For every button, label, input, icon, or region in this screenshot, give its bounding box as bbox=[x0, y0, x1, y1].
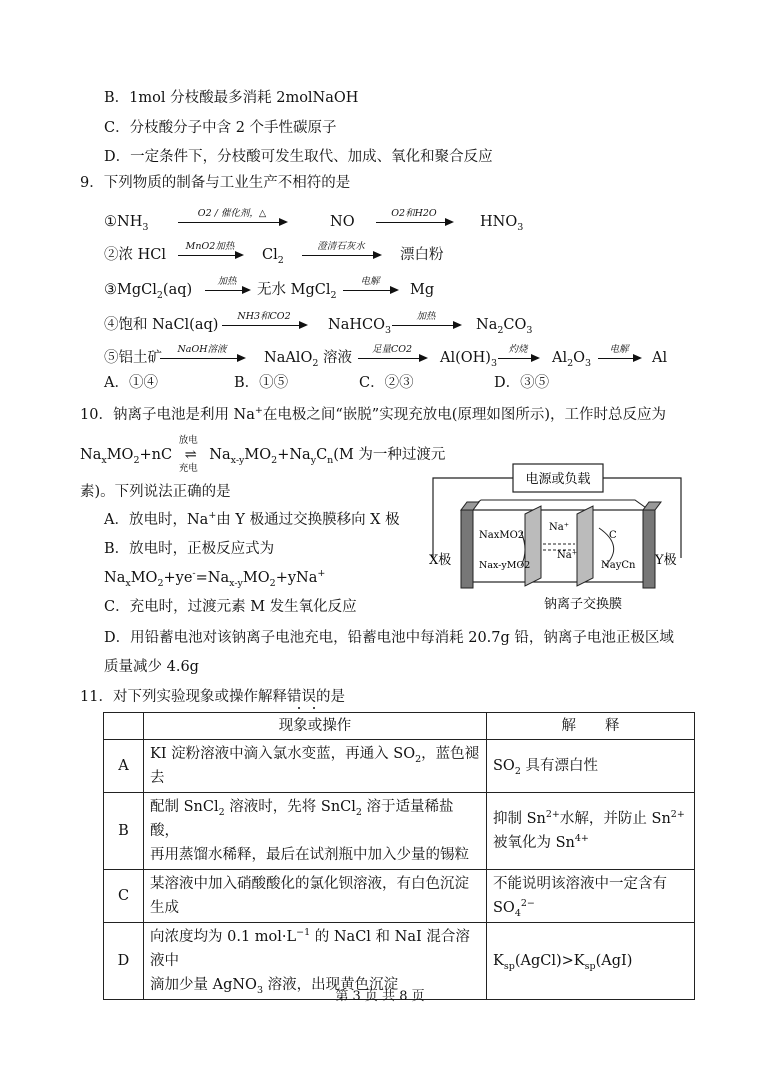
q9-route-5-cond-3: 灼烧 bbox=[508, 344, 528, 355]
header-operation: 现象或操作 bbox=[144, 713, 487, 740]
q10-stem: 10．钠离子电池是利用 Na+在电极之间“嵌脱”实现充放电(原理如图所示)，工作时总反应为 bbox=[80, 405, 667, 423]
q11-table bbox=[103, 712, 695, 1000]
q9-option-b: B．①⑤ bbox=[234, 375, 289, 391]
row-operation: KI 淀粉溶液中滴入氯水变蓝，再通入 $SO_2$，蓝色褪 去 bbox=[144, 740, 487, 793]
q9-route-5-mid: NaAlO$_2$ 溶液 bbox=[264, 350, 352, 369]
membrane-left bbox=[525, 506, 541, 586]
row-label: A bbox=[104, 740, 144, 793]
q9-arrow bbox=[392, 325, 460, 326]
q9-stem: 9．下列物质的制备与工业生产不相符的是 bbox=[80, 175, 351, 191]
q9-arrow bbox=[358, 358, 426, 359]
emphasis-dot bbox=[313, 707, 315, 709]
q9-option-a: A．①④ bbox=[104, 375, 158, 391]
q9-route-4-start: ④饱和 NaCl(aq) bbox=[104, 317, 219, 333]
q10-option-d-cont: 质量减少 4.6g bbox=[104, 659, 199, 675]
table-row bbox=[104, 870, 695, 923]
q9-route-1-end: $HNO_3$ bbox=[480, 214, 524, 233]
q9-route-5-al2o3: $Al_2O_3$ bbox=[552, 350, 592, 369]
row-operation: 向浓度均为 0.1 $mol\cdot L^{-1}$ 的 NaCl 和 NaI 混合溶液中 滴加少量 AgNO$_3$ 溶液，出现黄色沉淀 bbox=[144, 923, 487, 1000]
q9-route-5-start: ⑤铝土矿 bbox=[104, 350, 162, 366]
q9-arrow bbox=[598, 358, 640, 359]
q9-route-5-cond-4: 电解 bbox=[609, 344, 629, 355]
q10-option-b: B．放电时，正极反应式为 bbox=[104, 541, 275, 557]
q9-arrow bbox=[302, 255, 380, 256]
na-bottom: Na⁺ bbox=[557, 550, 577, 561]
x-electrode-label: X极 bbox=[429, 553, 452, 568]
q10-option-c: C．充电时，过渡元素 M 发生氧化反应 bbox=[104, 599, 357, 615]
row-operation: 某溶液中加入硝酸酸化的氯化钡溶液，有白色沉淀 生成 bbox=[144, 870, 487, 923]
left-top-species: NaxMO2 bbox=[479, 530, 525, 541]
page-footer: 第 3 页 共 8 页 bbox=[335, 989, 425, 1004]
q9-route-4-cond-1: NH3和CO2 bbox=[237, 311, 291, 322]
q9-arrow bbox=[178, 222, 286, 223]
table-row bbox=[104, 740, 695, 793]
q9-route-2-start: ②浓 HCl bbox=[104, 247, 166, 263]
header-explanation: 解 释 bbox=[487, 713, 695, 740]
row-explanation: $SO_2$ 具有漂白性 bbox=[487, 740, 695, 793]
table-row bbox=[104, 793, 695, 870]
na-top: Na⁺ bbox=[549, 522, 569, 533]
q9-route-1-cond-2: O2和H2O bbox=[391, 208, 437, 219]
q9-arrow bbox=[178, 255, 242, 256]
table-header-row bbox=[104, 713, 695, 740]
q9-route-1-mid: NO bbox=[330, 214, 355, 230]
q10-option-a: A．放电时，Na+由 Y 极通过交换膜移向 X 极 bbox=[104, 510, 400, 528]
q9-route-1-cond-1: O2 / 催化剂，△ bbox=[197, 208, 267, 219]
q9-route-3-cond-2: 电解 bbox=[360, 276, 380, 287]
q9-route-5-cond-2: 足量CO2 bbox=[371, 344, 413, 355]
q8-option-c: C．分枝酸分子中含 2 个手性碳原子 bbox=[104, 120, 337, 136]
battery-diagram bbox=[425, 458, 695, 616]
q8-option-d: D．一定条件下，分枝酸可发生取代、加成、氧化和聚合反应 bbox=[104, 149, 493, 165]
q8-option-b: B．1mol 分枝酸最多消耗 2molNaOH bbox=[104, 90, 359, 106]
membrane-label: 钠离子交换膜 bbox=[543, 597, 623, 612]
q9-arrow bbox=[205, 290, 249, 291]
q9-route-4-cond-2: 加热 bbox=[416, 311, 436, 322]
q9-route-2-mid: $Cl_2$ bbox=[262, 247, 284, 266]
row-explanation: 不能说明该溶液中一定含有 $SO_4^{2-}$ bbox=[487, 870, 695, 923]
q9-option-d: D．③⑤ bbox=[494, 375, 550, 391]
q9-arrow bbox=[160, 358, 244, 359]
q9-route-5-al-oh3: $Al(OH)_3$ bbox=[440, 350, 498, 369]
q10-option-b-equation: $Na_xMO_2+ye^-=Na_{x-y}MO_2+yNa^+$ bbox=[104, 568, 326, 589]
q9-route-4-mid: NaHCO$_3$ bbox=[328, 317, 392, 336]
power-label: 电源或负载 bbox=[525, 472, 591, 487]
q9-route-3-end: Mg bbox=[410, 282, 435, 298]
q9-route-2-end: 漂白粉 bbox=[400, 247, 444, 263]
right-bottom-species: NayCn bbox=[601, 560, 636, 571]
row-explanation: $K_{sp}(AgCl)>K_{sp}(AgI)$ bbox=[487, 923, 695, 1000]
q10-option-d: D．用铅蓄电池对该钠离子电池充电，铅蓄电池中每消耗 20.7g 铅，钠离子电池正极区域 bbox=[104, 630, 674, 646]
q10-reaction: $Na_xMO_2+nC$ ⇌ 放电 充电 $Na_{x-y}MO_2+Na_yC_n(M$ 为一种过渡元 bbox=[80, 445, 445, 465]
row-operation: 配制 SnCl$_2$ 溶液时，先将 SnCl$_2$ 溶于适量稀盐酸， 再用蒸馏水稀释，最后在试剂瓶中加入少量的锡粒 bbox=[144, 793, 487, 870]
q9-route-1-start: $①NH_3$ bbox=[104, 214, 149, 233]
q9-route-2-cond-1: MnO2加热 bbox=[185, 241, 235, 252]
row-explanation: 抑制 $Sn^{2+}$水解，并防止 $Sn^{2+}$ 被氧化为 $Sn^{4+}$ bbox=[487, 793, 695, 870]
y-electrode-label: Y极 bbox=[655, 553, 677, 568]
q9-option-c: C．②③ bbox=[359, 375, 414, 391]
q11-stem: 11．对下列实验现象或操作解释错误的是 bbox=[80, 689, 345, 705]
q9-route-3-start: ③MgCl$_2$(aq) bbox=[104, 282, 193, 301]
q9-arrow bbox=[343, 290, 397, 291]
charge-label: 充电 bbox=[178, 463, 198, 474]
q9-route-5-cond-1: NaOH溶液 bbox=[177, 344, 227, 355]
q9-arrow bbox=[376, 222, 452, 223]
q10-stem-end: 素)。下列说法正确的是 bbox=[80, 484, 231, 500]
left-bottom-species: Nax-yMO2 bbox=[479, 560, 531, 571]
membrane-right bbox=[577, 506, 593, 586]
row-label: D bbox=[104, 923, 144, 1000]
q9-route-4-end: $Na_2CO_3$ bbox=[476, 317, 533, 336]
q9-arrow bbox=[222, 325, 306, 326]
emphasis-dot bbox=[298, 707, 300, 709]
right-top-species: C bbox=[609, 530, 617, 541]
q9-route-3-cond-1: 加热 bbox=[217, 276, 237, 287]
q9-arrow bbox=[498, 358, 538, 359]
discharge-label: 放电 bbox=[178, 435, 198, 446]
row-label: C bbox=[104, 870, 144, 923]
q9-route-3-mid: 无水 MgCl$_2$ bbox=[257, 282, 337, 301]
q9-route-2-cond-2: 澄清石灰水 bbox=[317, 241, 365, 252]
q9-route-5-end: Al bbox=[652, 350, 668, 366]
row-label: B bbox=[104, 793, 144, 870]
